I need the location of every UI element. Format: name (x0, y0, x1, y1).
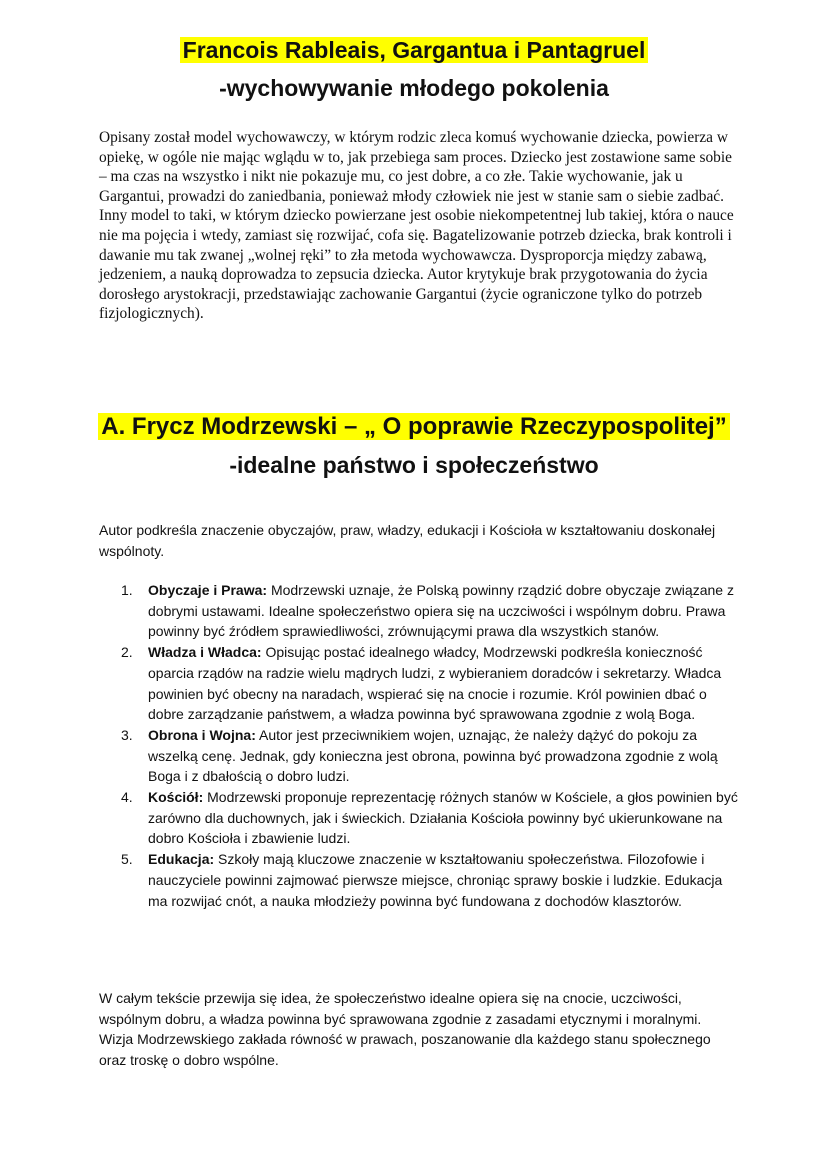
section2-subtitle: -idealne państwo i społeczeństwo (229, 452, 599, 478)
section2-heading (0, 412, 828, 442)
section1-paragraph: Opisany został model wychowawczy, w którym rodzic zleca komuś wychowanie dziecka, powierza w opiekę, w ogóle nie mając wglądu w to, jak przebiega sam proces. Dziecko jest zostawione same sobie – ma czas na wszystko i nikt nie pokazuje mu, co jest dobre, a co złe. Takie wychowanie, jak u Gargantui, prowadzi do zaniedbania, ponieważ młody człowiek nie jest w stanie sam o siebie zadbać. Inny model to taki, w którym dziecko powierzane jest osobie niekompetentnej lub takiej, która o nauce nie ma pojęcia i wtedy, zamiast się rozwijać, cofa się. Bagatelizowanie potrzeb dziecka, brak kontroli i dawanie mu tak zwanej „wolnej ręki” to zła metoda wychowawcza. Dysproporcja między zabawą, jedzeniem, a nauką doprowadza to zepsucia dziecka. Autor krytykuje brak przygotowania do życia dorosłego arystokracji, przedstawiając zachowanie Gargantui (życie ograniczone tylko do potrzeb fizjologicznych). (99, 129, 734, 323)
list-item-heading: Edukacja: (148, 851, 215, 868)
list-item-heading: Obrona i Wojna: (148, 726, 256, 743)
list-item-number: 2. (121, 644, 133, 661)
list-item-number: 1. (121, 582, 133, 598)
list-item (121, 642, 738, 725)
section2-title-text: A. Frycz Modrzewski – „ O poprawie Rzeczypospolitej” (98, 413, 729, 440)
list-item-text: Opisując postać idealnego władcy, Modrzewski podkreśla konieczność oparcia rządów na radzie wielu mądrych ludzi, z wybieraniem doradców i sekretarzy. Władca powinien być obecny na naradach, wspierać się na cnocie i rozumie. Król powinien dbać o dobre zarządzanie państwem, a władza powinna być sprawowana zgodnie z wolą Boga. (148, 644, 722, 723)
list-item-number: 4. (121, 789, 133, 806)
list-item (121, 849, 738, 911)
list-item-number: 5. (121, 851, 133, 868)
section1-subtitle: -wychowywanie młodego pokolenia (219, 75, 609, 101)
list-item (121, 725, 738, 787)
numbered-list (121, 580, 738, 911)
list-item-heading: Kościół: (148, 789, 204, 806)
list-item (121, 580, 738, 642)
list-item-text: Modrzewski proponuje reprezentację różnych stanów w Kościele, a głos powinien być zarówno dla duchownych, jak i świeckich. Działania Kościoła powinny być ukierunkowane na dobro Kościoła i zbawienie ludzi. (148, 789, 738, 847)
list-item-number: 3. (121, 726, 133, 743)
list-item (121, 787, 738, 849)
list-item-heading: Obyczaje i Prawa: (148, 582, 268, 598)
list-item-heading: Władza i Władca: (148, 644, 262, 661)
list-item-text: Modrzewski uznaje, że Polską powinny rządzić dobre obyczaje związane z dobrymi ustawami. Idealne społeczeństwo opiera się na uczciwości i wspólnym dobru. Prawa powinny być źródłem sprawiedliwości, zrównującymi prawa dla wszystkich stanów. (148, 582, 734, 640)
list-item-text: Autor jest przeciwnikiem wojen, uznając, że należy dążyć do pokoju za wszelką cenę. Jednak, gdy konieczna jest obrona, powinna być prowadzona zgodnie z wolą Boga i z dbałością o dobro ludzi. (148, 726, 718, 785)
section1-title-text: Francois Rableais, Gargantua i Pantagruel (180, 37, 649, 63)
section2-conclusion: W całym tekście przewija się idea, że społeczeństwo idealne opiera się na cnocie, uczciwości, wspólnym dobru, a władza powinna być sprawowana zgodnie z zasadami etycznymi i moralnymi. Wizja Modrzewskiego zakłada równość w prawach, poszanowanie dla każdego stanu społecznego oraz troskę o dobro wspólne. (99, 990, 711, 1069)
section2-intro: Autor podkreśla znaczenie obyczajów, praw, władzy, edukacji i Kościoła w kształtowaniu doskonałej wspólnoty. (99, 522, 716, 559)
section1-heading (0, 36, 828, 64)
list-item-text: Szkoły mają kluczowe znaczenie w kształtowaniu społeczeństwa. Filozofowie i nauczyciele powinni zajmować pierwsze miejsce, chroniąc sprawy boskie i ludzkie. Edukacja ma rozwijać cnót, a nauka młodzieży powinna być fundowana z dochodów klasztorów. (148, 851, 723, 909)
